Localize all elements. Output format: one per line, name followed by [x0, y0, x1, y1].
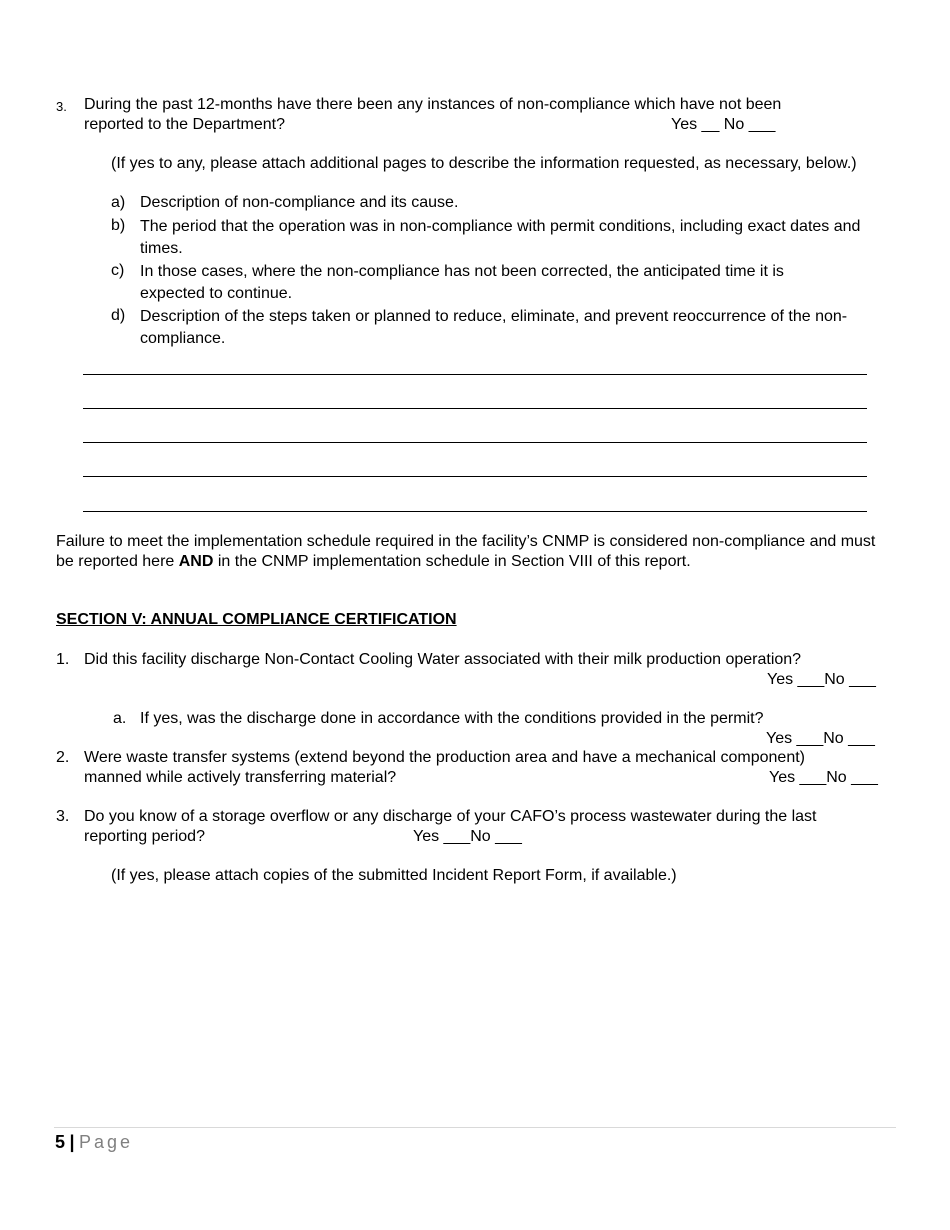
question-text: During the past 12-months have there been any instances of non-compliance which have not been: [84, 96, 782, 113]
answer-line[interactable]: [83, 442, 867, 443]
question-text: Did this facility discharge Non-Contact Cooling Water associated with their milk production operation?: [84, 651, 802, 668]
yes-no-answer[interactable]: Yes __ No ___: [671, 116, 776, 133]
instruction-text: (If yes to any, please attach additional pages to describe the information requested, as necessary, below.): [111, 155, 857, 172]
answer-line[interactable]: [83, 374, 867, 375]
note-text: (If yes, please attach copies of the submitted Incident Report Form, if available.): [111, 867, 677, 884]
list-item-letter: d): [111, 307, 126, 324]
list-item: Description of non-compliance and its cause.: [140, 194, 459, 211]
list-item-letter: c): [111, 262, 125, 279]
list-item: In those cases, where the non-compliance has not been corrected, the anticipated time it is expected to continue.: [140, 263, 784, 302]
question-text: reported to the Department?: [84, 116, 286, 133]
answer-line[interactable]: [83, 476, 867, 477]
question-text: Were waste transfer systems (extend beyond the production area and have a mechanical component): [84, 749, 805, 766]
list-item: The period that the operation was in non-compliance with permit conditions, including exact dates and times.: [140, 218, 861, 257]
yes-no-answer[interactable]: Yes ___No ___: [767, 671, 876, 688]
failure-note-text-end: in the CNMP implementation schedule in Section VIII of this report.: [213, 553, 691, 570]
yes-no-answer[interactable]: Yes ___No ___: [769, 769, 878, 786]
question-number: 1.: [56, 651, 70, 668]
sub-question-text: If yes, was the discharge done in accordance with the conditions provided in the permit?: [140, 710, 764, 727]
list-item-letter: a): [111, 194, 126, 211]
failure-note-emphasis: AND: [178, 553, 214, 570]
list-item-letter: b): [111, 217, 126, 234]
answer-line[interactable]: [83, 408, 867, 409]
question-text: reporting period?: [84, 828, 205, 845]
failure-note-text: Failure to meet the implementation schedule required in the facility’s CNMP is considered non-compliance and must be reported here: [56, 533, 876, 570]
page-separator: |: [69, 1132, 75, 1152]
question-text: Do you know of a storage overflow or any discharge of your CAFO’s process wastewater during the last: [84, 808, 817, 825]
list-item: Description of the steps taken or planned to reduce, eliminate, and prevent reoccurrence of the non-compliance.: [140, 308, 848, 347]
page-number: 5: [55, 1132, 66, 1152]
question-number: 3.: [56, 99, 67, 114]
question-number: 3.: [56, 808, 70, 825]
yes-no-answer[interactable]: Yes ___No ___: [413, 828, 522, 845]
section-heading: SECTION V: ANNUAL COMPLIANCE CERTIFICATION: [56, 611, 457, 628]
page-label: Page: [78, 1132, 134, 1152]
question-text: manned while actively transferring material?: [84, 769, 397, 786]
question-number: 2.: [56, 749, 70, 766]
yes-no-answer[interactable]: Yes ___No ___: [766, 730, 875, 747]
page-footer: [55, 1131, 133, 1155]
answer-line[interactable]: [83, 511, 867, 512]
failure-note: [56, 532, 896, 572]
footer-divider: [54, 1127, 896, 1128]
sub-question-letter: a.: [113, 710, 127, 727]
